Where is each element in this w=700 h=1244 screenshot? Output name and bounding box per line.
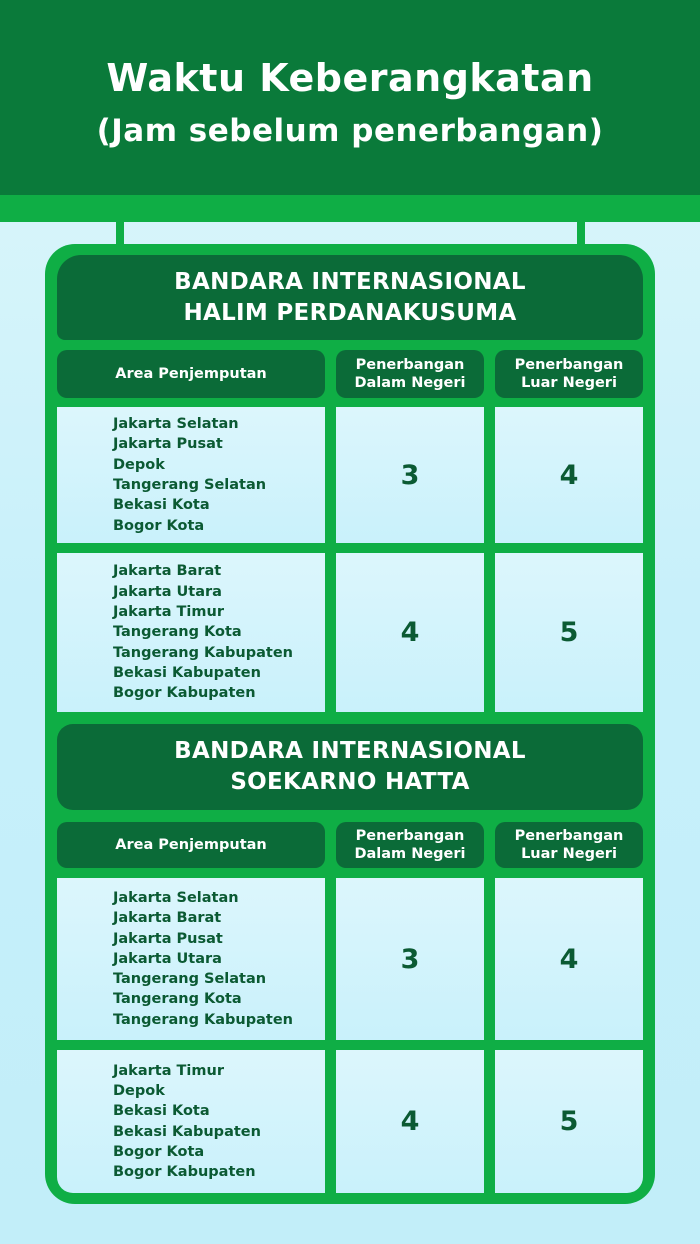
column-header-area-label: Area Penjemputan <box>115 366 267 382</box>
area-item: Tangerang Kota <box>113 624 242 641</box>
airport-name-line2: SOEKARNO HATTA <box>230 769 470 795</box>
column-header-domestic-line1: Penerbangan <box>355 357 465 373</box>
area-item: Bekasi Kabupaten <box>113 664 261 681</box>
column-header-international-line1: Penerbangan <box>514 828 624 844</box>
international-hours-cell <box>495 553 643 712</box>
domestic-hours-value: 3 <box>400 459 420 491</box>
airport-name-line1: BANDARA INTERNASIONAL <box>174 738 526 764</box>
domestic-hours-value: 4 <box>400 1106 420 1137</box>
area-item: Jakarta Barat <box>113 910 222 927</box>
area-item: Bekasi Kota <box>113 497 210 514</box>
airport-name-line1: BANDARA INTERNASIONAL <box>174 268 526 295</box>
area-item: Jakarta Timur <box>113 1062 224 1079</box>
area-item: Jakarta Utara <box>113 950 222 967</box>
area-item: Depok <box>113 456 165 473</box>
area-item: Bogor Kabupaten <box>113 1164 256 1181</box>
area-item: Jakarta Barat <box>113 563 222 580</box>
area-item: Depok <box>113 1082 165 1099</box>
international-hours-cell <box>495 1050 643 1193</box>
header-accent-strip <box>0 195 700 222</box>
area-item: Jakarta Pusat <box>113 436 223 453</box>
domestic-hours-cell <box>336 407 484 543</box>
area-item: Tangerang Kabupaten <box>113 644 294 661</box>
column-header-area <box>57 822 325 868</box>
area-item: Tangerang Selatan <box>113 971 267 988</box>
column-header-area-label: Area Penjemputan <box>115 837 267 853</box>
column-header-international-line1: Penerbangan <box>514 357 624 373</box>
area-list-cell <box>57 407 325 543</box>
column-header-domestic <box>336 822 484 868</box>
column-header-domestic-line1: Penerbangan <box>355 828 465 844</box>
area-item: Bekasi Kabupaten <box>113 1123 261 1140</box>
column-header-area <box>57 350 325 398</box>
column-header-domestic <box>336 350 484 398</box>
airport-name-line2: HALIM PERDANAKUSUMA <box>183 299 517 326</box>
international-hours-value: 4 <box>559 943 579 975</box>
column-header-international-line2: Luar Negeri <box>521 375 617 391</box>
area-item: Jakarta Selatan <box>113 416 239 433</box>
column-header-international-line2: Luar Negeri <box>521 846 617 862</box>
international-hours-cell <box>495 878 643 1040</box>
domestic-hours-cell <box>336 1050 484 1193</box>
domestic-hours-cell <box>336 878 484 1040</box>
airport-banner-soekarno-hatta <box>57 724 643 810</box>
area-item: Tangerang Selatan <box>113 477 267 493</box>
area-item: Tangerang Kota <box>113 991 242 1008</box>
column-header-international <box>495 350 643 398</box>
domestic-hours-cell <box>336 553 484 712</box>
column-header-international <box>495 822 643 868</box>
international-hours-value: 4 <box>559 459 579 491</box>
area-item: Tangerang Kabupaten <box>113 1011 294 1028</box>
area-item: Bogor Kabupaten <box>113 685 256 702</box>
area-list-cell <box>57 878 325 1040</box>
page-subtitle: (Jam sebelum penerbangan) <box>96 113 604 149</box>
international-hours-cell <box>495 407 643 543</box>
area-list-cell <box>57 553 325 712</box>
area-item: Jakarta Utara <box>113 583 222 600</box>
area-item: Bekasi Kota <box>113 1103 210 1120</box>
area-item: Jakarta Pusat <box>113 930 223 947</box>
international-hours-value: 5 <box>559 617 579 648</box>
column-header-domestic-line2: Dalam Negeri <box>354 375 466 391</box>
area-item: Bogor Kota <box>113 1143 205 1160</box>
page-title: Waktu Keberangkatan <box>106 56 594 100</box>
domestic-hours-value: 3 <box>400 943 420 975</box>
airport-banner-halim <box>57 255 643 340</box>
area-list-cell <box>57 1050 325 1193</box>
column-header-domestic-line2: Dalam Negeri <box>354 846 466 862</box>
international-hours-value: 5 <box>559 1106 579 1137</box>
area-item: Jakarta Timur <box>113 604 224 621</box>
domestic-hours-value: 4 <box>400 617 420 648</box>
area-item: Jakarta Selatan <box>113 889 239 906</box>
area-item: Bogor Kota <box>113 517 205 534</box>
